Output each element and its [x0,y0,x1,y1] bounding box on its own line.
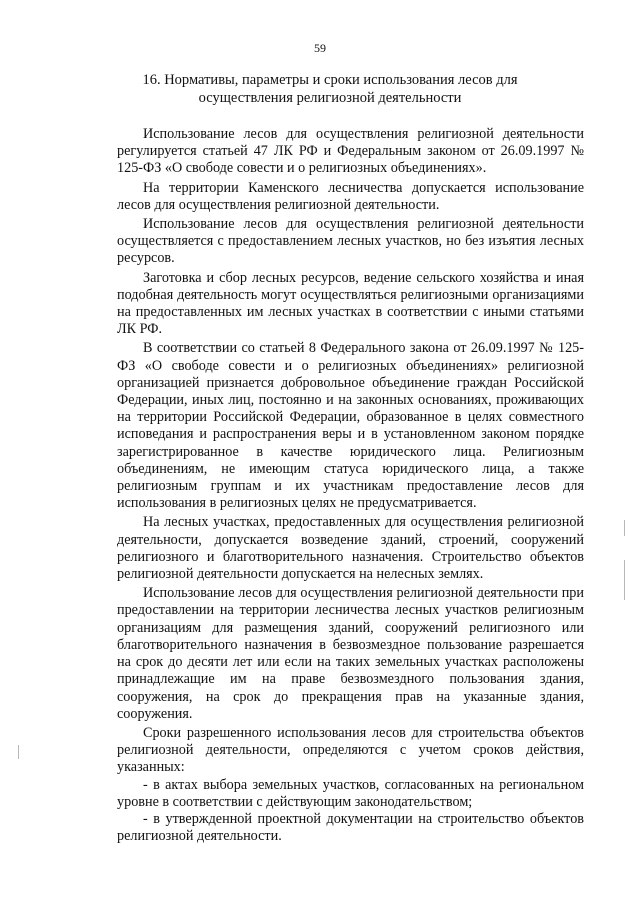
list-item-project-documentation: - в утвержденной проектной документации на строительство объектов религиозной деятельности. [117,810,584,845]
section-heading [80,71,580,107]
paragraph-without-withdrawal: Использование лесов для осуществления религиозной деятельности осуществляется с предоставлением лесных участков, но без изъятия лесных ресурсов. [117,216,584,267]
paragraph-religious-organization-definition: В соответствии со статьей 8 Федерального закона от 26.09.1997 № 125-ФЗ «О свободе совести и о религиозных объединениях» религиозной организацией признается добровольное объединение граждан Российской Федерации, иных лиц, постоянно и на законных основаниях, проживающих на территории Российской Федерации, образованное в целях совместного исповедания и распространения веры и в установленном законом порядке зарегистрированное в качестве юридического лица. Религиозным объединениям, не имеющим статуса юридического лица, а также религиозным группам и их участникам предоставление лесов для использования в религиозных целях не предусматривается. [117,340,584,512]
paragraph-kamensky-forestry: На территории Каменского лесничества допускается использование лесов для осуществления религиозной деятельности. [117,179,584,213]
scan-artifact-mark [624,560,625,600]
paragraph-permitted-use-terms: Сроки разрешенного использования лесов для строительства объектов религиозной деятельности, определяются с учетом сроков действия, указанных: [117,724,584,776]
paragraph-free-use-term: Использование лесов для осуществления религиозной деятельности при предоставлении на территории лесничества лесных участков религиозным организациям для размещения зданий, сооружений религиозного или благотворительного назначения в безвозмездное пользование разрешается на срок до десяти лет или если на таких земельных участках расположены принадлежащие им на праве безвозмездного пользования здания, сооружения, на срок до прекращения прав на указанные здания, сооружения. [117,585,584,722]
list-item-land-selection-acts: - в актах выбора земельных участков, согласованных на региональном уровне в соответствии с действующим законодательством; [117,776,584,810]
section-heading-line-1: 16. Нормативы, параметры и сроки использования лесов для [142,72,518,88]
paragraph-construction-allowed: На лесных участках, предоставленных для осуществления религиозной деятельности, допускается возведение зданий, строений, сооружений религиозного и благотворительного назначения. Строительство объектов религиозной деятельности допускается на нелесных землях. [117,514,584,583]
scan-artifact-mark [18,745,19,759]
section-heading-line-2: осуществления религиозной деятельности [198,90,462,106]
scan-artifact-mark [624,520,625,536]
body-text [117,126,584,845]
paragraph-resource-harvesting: Заготовка и сбор лесных ресурсов, ведение сельского хозяйства и иная подобная деятельность могут осуществляться религиозными организациями на предоставленных им лесных участках в соответствии с иными статьями ЛК РФ. [117,269,584,338]
page-number: 59 [314,41,326,55]
paragraph-legal-basis: Использование лесов для осуществления религиозной деятельности регулируется статьей 47 ЛК РФ и Федеральным законом от 26.09.1997 № 125-ФЗ «О свободе совести и о религиозных объединениях». [117,126,584,177]
